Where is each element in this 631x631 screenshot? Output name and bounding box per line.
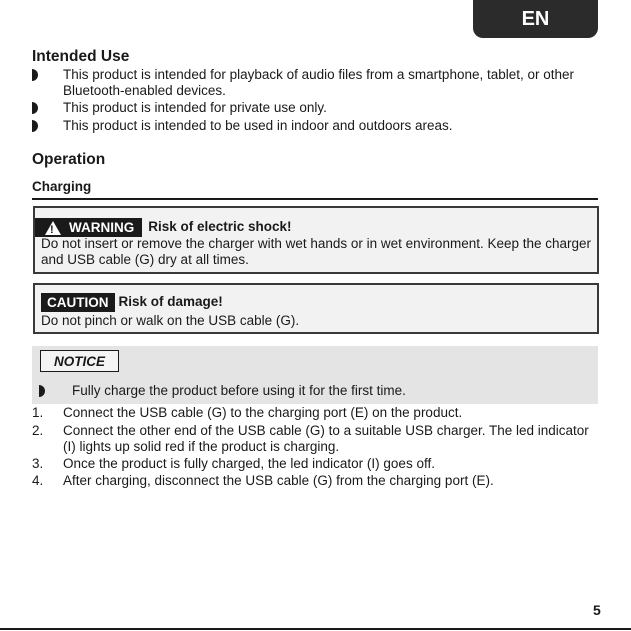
caution-title: Risk of damage! <box>118 294 223 310</box>
page-number: 5 <box>593 602 601 618</box>
footer-divider <box>0 628 631 630</box>
warning-label <box>35 218 142 237</box>
list-item <box>32 67 592 99</box>
bullet-icon <box>32 102 39 114</box>
charging-subheading: Charging <box>32 179 92 194</box>
bullet-icon <box>32 120 39 132</box>
step-text: Connect the other end of the USB cable (G) to a suitable USB charger. The led indicator (I) lights up solid red if the product is charging. <box>63 423 589 454</box>
step-item <box>32 456 598 472</box>
step-number: 3. <box>32 456 44 471</box>
list-item <box>32 118 592 134</box>
bullet-text: This product is intended to be used in indoor and outdoors areas. <box>63 118 453 133</box>
warning-body: Do not insert or remove the charger with wet hands or in wet environment. Keep the charger and USB cable (G) dry at all times. <box>41 236 592 267</box>
warning-label-text: WARNING <box>69 219 135 235</box>
bullet-text: Fully charge the product before using it for the first time. <box>72 383 406 398</box>
list-item <box>32 100 592 116</box>
caution-box <box>33 283 599 334</box>
caution-body: Do not pinch or walk on the USB cable (G). <box>41 313 300 328</box>
step-text: Once the product is fully charged, the led indicator (I) goes off. <box>63 456 435 471</box>
language-tab: EN <box>473 0 598 38</box>
bullet-icon <box>39 385 46 397</box>
step-text: Connect the USB cable (G) to the charging port (E) on the product. <box>63 405 463 420</box>
list-item <box>39 383 579 399</box>
bullet-text: This product is intended for private use only. <box>63 100 327 115</box>
warning-title: Risk of electric shock! <box>148 219 292 235</box>
section-divider <box>32 198 598 200</box>
step-text: After charging, disconnect the USB cable (G) from the charging port (E). <box>63 473 494 488</box>
intended-use-heading: Intended Use <box>32 48 130 65</box>
step-number: 1. <box>32 405 44 420</box>
step-number: 4. <box>32 473 44 488</box>
step-number: 2. <box>32 423 44 438</box>
warning-triangle-icon <box>45 221 61 235</box>
caution-label: CAUTION <box>41 293 115 312</box>
warning-box <box>33 206 599 274</box>
step-item <box>32 423 598 455</box>
notice-box <box>32 346 598 404</box>
step-item <box>32 405 598 421</box>
bullet-icon <box>32 69 39 81</box>
notice-label: NOTICE <box>40 350 119 372</box>
step-item <box>32 473 598 489</box>
operation-heading: Operation <box>32 151 106 168</box>
bullet-text: This product is intended for playback of audio files from a smartphone, tablet, or other Bluetooth-enabled devices. <box>63 67 575 98</box>
